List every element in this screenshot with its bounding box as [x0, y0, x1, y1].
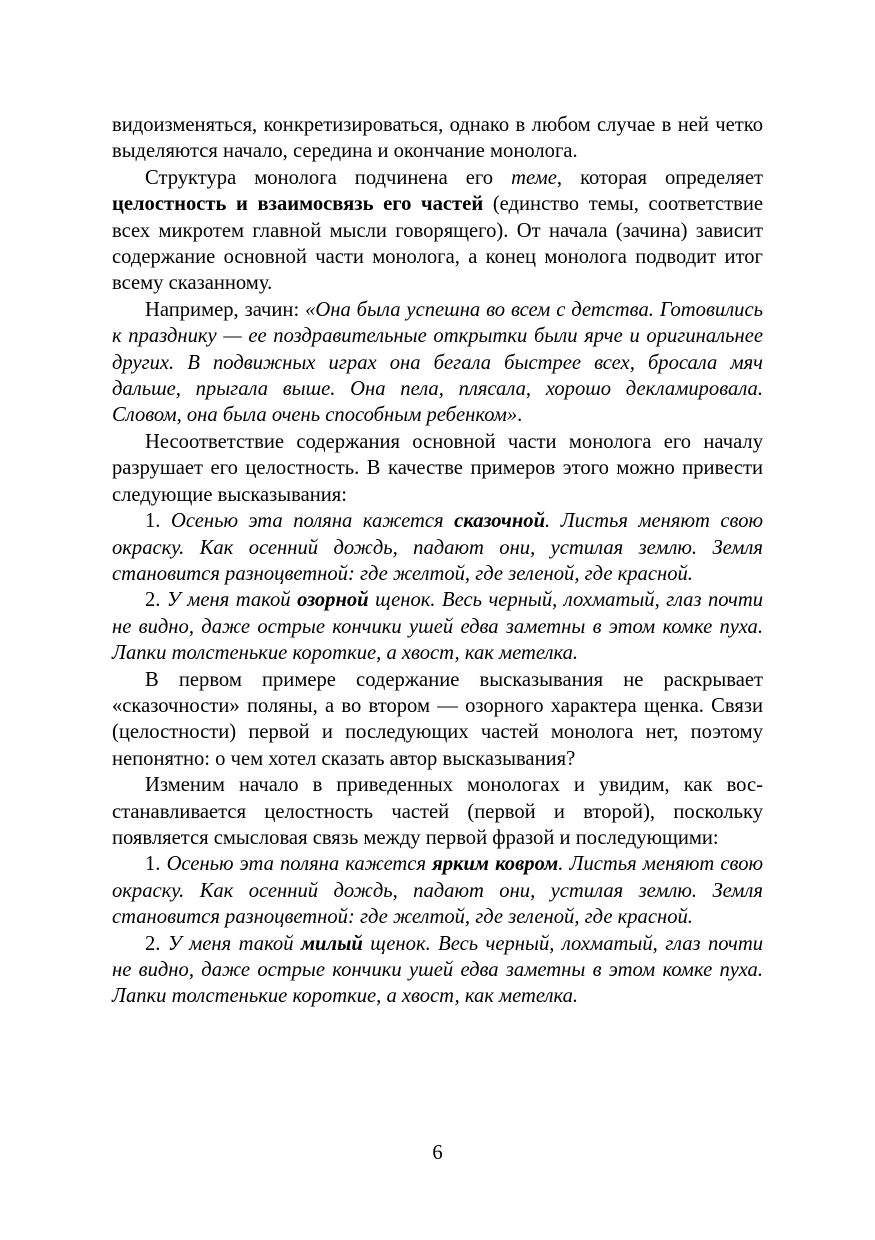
example-text: . Листья меняют свою окраску. Как осенний дождь, падают они, устилая землю. Земля становится разноцветной: где желтой, где зеленой, где красной. — [112, 853, 764, 929]
paragraph-restore: Изменим начало в приведенных монологах и увидим, как восстанавливается целостность частей (первой и второй), поскольку появляется смысловая связь между первой фразой и последующими: — [112, 774, 763, 849]
example-text: У меня такой — [166, 589, 298, 612]
example-keyword: милый — [300, 932, 363, 955]
example-quote: «Она была успешна во всем с детства. Готовились к празднику — ее поздравительные открытки были ярче и оригинальнее других. В подвижных играх она бегала быстрее всех, бросала мяч дальше, прыгала выше. Она пела, плясала, хорошо декламировала. Словом, она была очень способным ребенком» — [112, 298, 763, 427]
text-run: (единство темы, соответствие всех микротем главной мысли говорящего). От начала (зачина) зависит содержание основной части монолога, а конец монолога подводит итог всему сказанному. — [112, 193, 763, 295]
example-keyword: сказочной — [454, 510, 546, 533]
bold-emphasis: целостность и взаимосвязь его частей — [112, 193, 484, 216]
text-run: . — [517, 404, 523, 427]
example-number: 2. — [145, 589, 167, 612]
term-emphasis: теме — [511, 166, 557, 189]
example-keyword: ярким ковром — [432, 853, 559, 876]
example-number: 1. — [145, 853, 167, 876]
example-text: щенок. Весь черный, лохматый, глаз почти не видно, даже острые кончики ушей едва заметны в этом комке пуха. Лапки толстенькие короткие, а хвост, как метелка. — [112, 932, 763, 1008]
paragraph-analysis: В первом примере содержание высказывания не раскрывает «сказочности» поляны, а во втором — озорного характера щенка. Связи (целостности) первой и последующих частей монолога нет, поэтому непонятно: о чем хотел сказать автор высказывания? — [112, 668, 763, 770]
example-text: . Листья меняют свою окраску. Как осенний дождь, падают они, устилая землю. Земля становится разноцветной: где желтой, где зеленой, где красной. — [112, 510, 764, 585]
example-3 — [112, 851, 763, 930]
paragraph-example-intro — [112, 297, 763, 429]
text-run: Например, зачин: — [145, 298, 306, 321]
example-keyword: озорной — [297, 589, 369, 612]
example-text: Осенью эта поляна кажется — [170, 510, 455, 533]
example-number: 2. — [145, 932, 168, 955]
text-run: , которая определяет — [556, 166, 763, 189]
example-4 — [112, 931, 763, 1010]
text-run: Структура монолога подчинена его — [145, 166, 512, 189]
body-text — [112, 112, 763, 1010]
example-1 — [112, 508, 763, 587]
example-2 — [112, 587, 763, 666]
example-text: У меня такой — [167, 932, 301, 955]
paragraph-mismatch: Несоответствие содержания основной части монолога его началу разрушает его целостность. В качестве примеров этого можно привести следующие высказывания: — [112, 430, 763, 506]
paragraph-continuation: видоизменяться, конкретизироваться, однако в любом случае в ней четко выделяются начало, середина и окончание монолога. — [112, 114, 763, 163]
page-number: 6 — [432, 1142, 443, 1164]
example-text: щенок. Весь черный, лохматый, глаз почти не видно, даже острые кончики ушей едва заметны в этом комке пуха. Лапки толстенькие короткие, а хвост, как метелка. — [112, 589, 764, 665]
paragraph-structure — [112, 165, 763, 297]
example-number: 1. — [145, 510, 171, 533]
example-text: Осенью эта поляна кажется — [166, 853, 433, 876]
